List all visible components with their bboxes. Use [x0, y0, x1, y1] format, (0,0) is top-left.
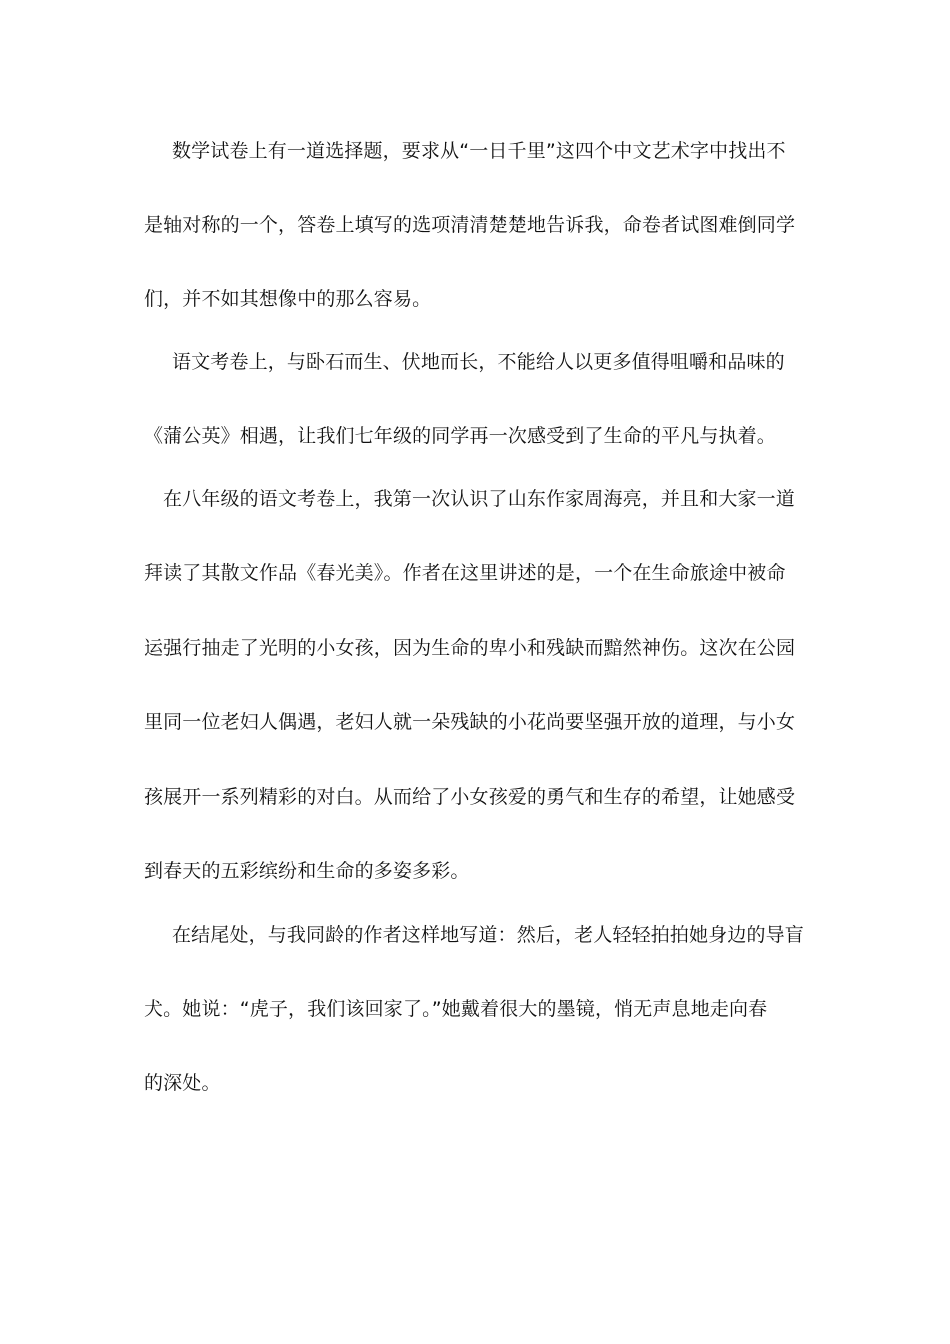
paragraph-4-line-2: 犬。她说：“虎子，我们该回家了。”她戴着很大的墨镜，悄无声息地走向春	[144, 998, 768, 1020]
paragraph-3-line-3: 运强行抽走了光明的小女孩，因为生命的卑小和残缺而黯然神伤。这次在公园	[144, 637, 796, 659]
paragraph-3-line-4: 里同一位老妇人偶遇，老妇人就一朵残缺的小花尚要坚强开放的道理，与小女	[144, 711, 796, 733]
paragraph-2-line-1: 语文考卷上，与卧石而生、伏地而长，不能给人以更多值得咀嚼和品味的	[172, 351, 785, 373]
paragraph-3-line-2: 拜读了其散文作品《春光美》。作者在这里讲述的是，一个在生命旅途中被命	[144, 562, 786, 584]
paragraph-3-line-6: 到春天的五彩缤纷和生命的多姿多彩。	[144, 860, 470, 882]
paragraph-3-line-1: 在八年级的语文考卷上，我第一次认识了山东作家周海亮，并且和大家一道	[163, 488, 795, 510]
paragraph-1-line-2: 是轴对称的一个，答卷上填写的选项清清楚楚地告诉我，命卷者试图难倒同学	[144, 214, 796, 236]
paragraph-2-line-2: 《蒲公英》相遇，让我们七年级的同学再一次感受到了生命的平凡与执着。	[144, 425, 776, 447]
paragraph-1-line-1: 数学试卷上有一道选择题，要求从“一日千里”这四个中文艺术字中找出不	[172, 140, 786, 162]
paragraph-4-line-1: 在结尾处，与我同龄的作者这样地写道：然后，老人轻轻拍拍她身边的导盲	[172, 924, 804, 946]
paragraph-1-line-3: 们，并不如其想像中的那么容易。	[144, 288, 432, 310]
paragraph-4-line-3: 的深处。	[144, 1072, 221, 1094]
paragraph-3-line-5: 孩展开一系列精彩的对白。从而给了小女孩爱的勇气和生存的希望，让她感受	[144, 786, 796, 808]
